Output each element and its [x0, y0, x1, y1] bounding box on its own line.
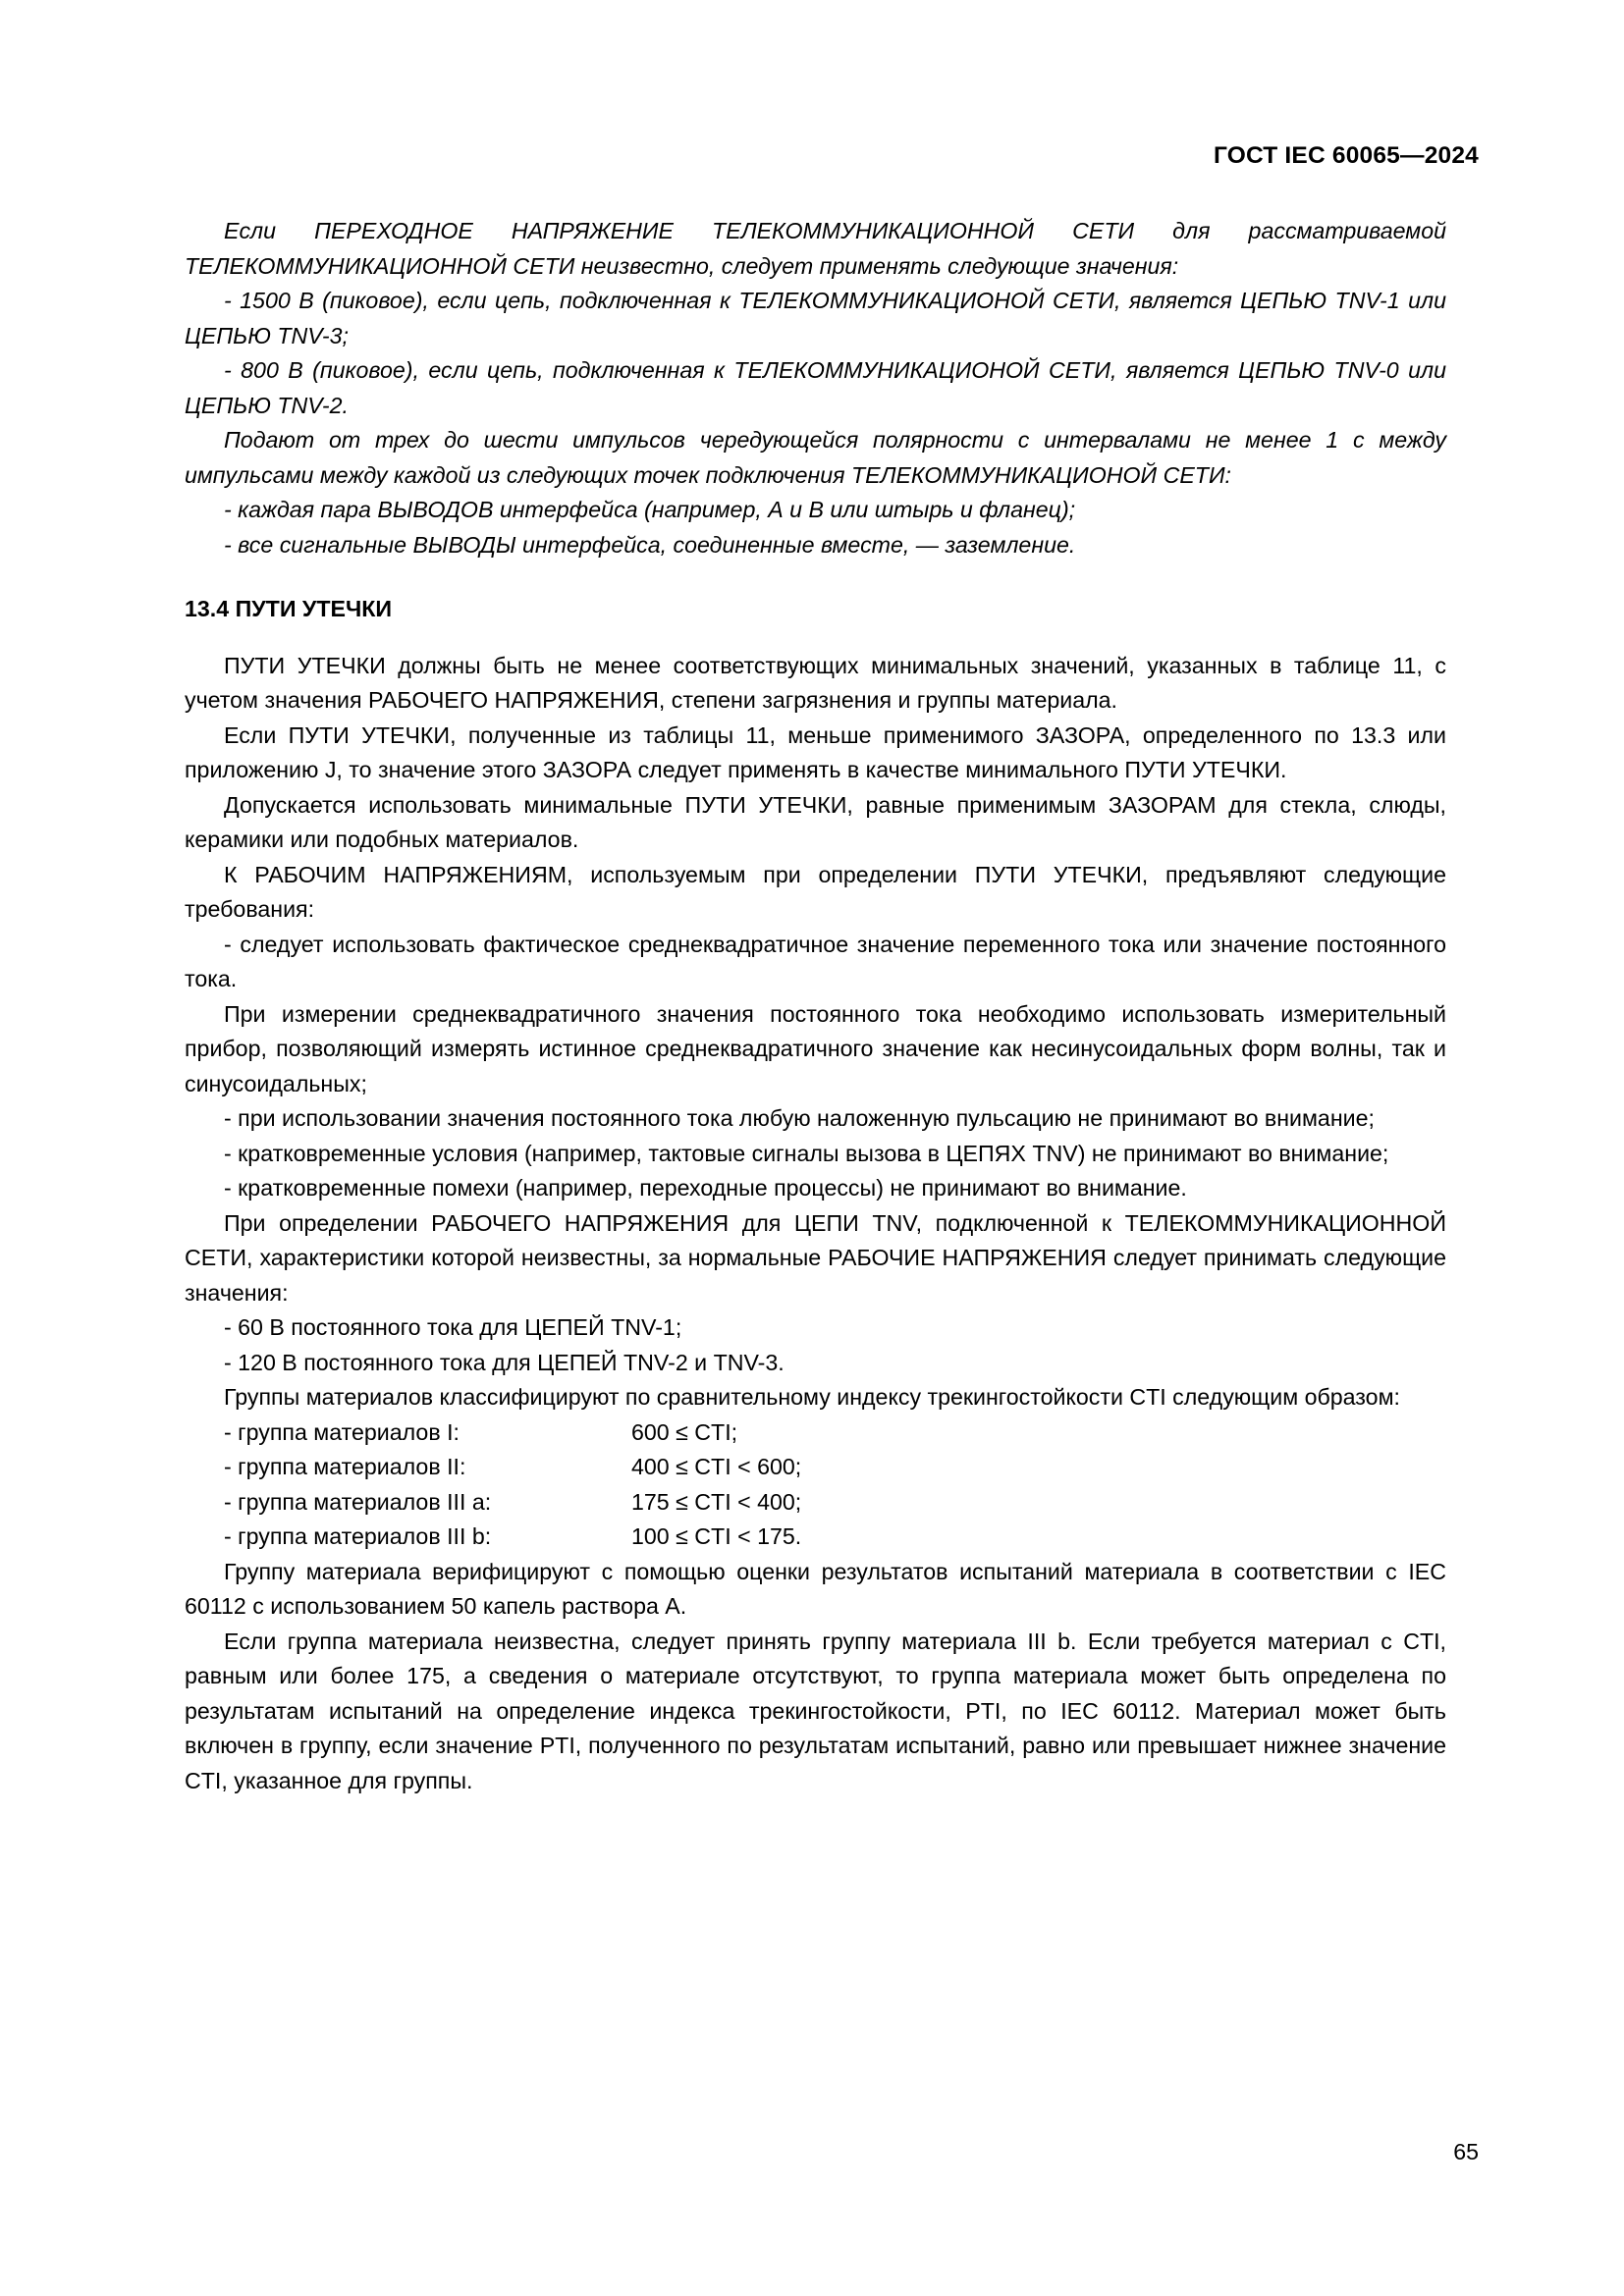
table-row: [185, 1415, 801, 1451]
material-group-label: - группа материалов II:: [224, 1454, 466, 1479]
paragraph-working-voltage-requirements: К РАБОЧИМ НАПРЯЖЕНИЯМ, используемым при определении ПУТИ УТЕЧКИ, предъявляют следующие требования:: [185, 861, 1446, 922]
paragraph-tnv1-value-item: - 60 В постоянного тока для ЦЕПЕЙ TNV-1;: [224, 1314, 682, 1340]
material-group-value: 175 ≤ CTI < 400;: [631, 1488, 802, 1515]
material-groups-table: [185, 1415, 801, 1555]
paragraph-tnv2-tnv3-value-item: - 120 В постоянного тока для ЦЕПЕЙ TNV-2 и TNV-3.: [224, 1349, 785, 1375]
paragraph-rms-value-item: - следует использовать фактическое среднеквадратичное значение переменного тока или значение постоянного тока.: [185, 931, 1446, 991]
page-number: 65: [1453, 2139, 1479, 2164]
material-groups-table-body: [185, 1415, 801, 1555]
material-group-label: - группа материалов I:: [224, 1418, 460, 1445]
paragraph-measurement-instrument: При измерении среднеквадратичного значения постоянного тока необходимо использовать измерительный прибор, позволяющий измерять истинное среднеквадратичного значение как несинусоидальных форм волны, так и синусоидальных;: [185, 1000, 1446, 1096]
paragraph-impulses: Подают от трех до шести импульсов чередующейся полярности с интервалами не менее 1 с между импульсами между каждой из следующих точек подключения ТЕЛЕКОММУНИКАЦИОНОЙ СЕТИ:: [185, 427, 1446, 488]
paragraph-800v-item: - 800 В (пиковое), если цепь, подключенная к ТЕЛЕКОММУНИКАЦИОНОЙ СЕТИ, является ЦЕПЬЮ TNV-0 или ЦЕПЬЮ TNV-2.: [185, 357, 1446, 418]
material-group-label: - группа материалов III b:: [224, 1523, 492, 1549]
paragraph-signal-terminals-item: - все сигнальные ВЫВОДЫ интерфейса, соединенные вместе, — заземление.: [224, 531, 1076, 558]
material-group-label: - группа материалов III a:: [224, 1488, 492, 1515]
spacer: [185, 562, 1446, 592]
page-header-standard-title: ГОСТ IEC 60065—2024: [1213, 142, 1479, 169]
paragraph-creepage-glass-mica: Допускается использовать минимальные ПУТИ УТЕЧКИ, равные применимым ЗАЗОРАМ для стекла, слюды, керамики или подобных материалов.: [185, 791, 1446, 852]
paragraph-creepage-min-values: ПУТИ УТЕЧКИ должны быть не менее соответствующих минимальных значений, указанных в таблице 11, с учетом значения РАБОЧЕГО НАПРЯЖЕНИЯ, степени загрязнения и группы материала.: [185, 652, 1446, 713]
table-row: [185, 1485, 801, 1521]
paragraph-unknown-material-group: Если группа материала неизвестна, следует принять группу материала III b. Если требуется материал с CTI, равным или более 175, а сведения о материале отсутствуют, то группа материала может быть определена по результатам испытаний на определение индекса трекингостойкости, PTI, по IEC 60112. Материал может быть включен в группу, если значение PTI, полученного по результатам испытаний, равно или превышает нижнее значение CTI, указанное для группы.: [185, 1628, 1446, 1793]
table-row: [185, 1520, 801, 1555]
paragraph-tnv-working-voltage: При определении РАБОЧЕГО НАПРЯЖЕНИЯ для ЦЕПИ TNV, подключенной к ТЕЛЕКОММУНИКАЦИОННОЙ СЕТИ, характеристики которой неизвестны, за нормальные РАБОЧИЕ НАПРЯЖЕНИЯ следует принимать следующие значения:: [185, 1209, 1446, 1306]
paragraph-material-groups-intro: Группы материалов классифицируют по сравнительному индексу трекингостойкости CTI следующим образом:: [224, 1384, 1400, 1410]
material-group-value: 400 ≤ CTI < 600;: [631, 1454, 802, 1479]
paragraph-transient-conditions-item: - кратковременные условия (например, тактовые сигналы вызова в ЦЕПЯХ TNV) не принимают во внимание;: [224, 1140, 1389, 1166]
paragraph-terminal-pair-item: - каждая пара ВЫВОДОВ интерфейса (например, А и В или штырь и фланец);: [224, 497, 1076, 522]
table-row: [185, 1450, 801, 1485]
spacer: [185, 627, 1446, 649]
material-group-value: 100 ≤ CTI < 175.: [631, 1523, 802, 1549]
paragraph-1500v-item: - 1500 В (пиковое), если цепь, подключенная к ТЕЛЕКОММУНИКАЦИОНОЙ СЕТИ, является ЦЕПЬЮ TNV-1 или ЦЕПЬЮ TNV-3;: [185, 288, 1446, 348]
paragraph-transient-disturbances-item: - кратковременные помехи (например, переходные процессы) не принимают во внимание.: [224, 1175, 1187, 1201]
material-group-value: 600 ≤ CTI;: [631, 1418, 738, 1445]
paragraph-creepage-vs-clearance: Если ПУТИ УТЕЧКИ, полученные из таблицы 11, меньше применимого ЗАЗОРА, определенного по 13.3 или приложению J, то значение этого ЗАЗОРА следует применять в качестве минимального ПУТИ УТЕЧКИ.: [185, 721, 1446, 782]
page-content: [185, 214, 1446, 1798]
paragraph-material-verification: Группу материала верифицируют с помощью оценки результатов испытаний материала в соответствии с IEC 60112 с использованием 50 капель раствора А.: [185, 1558, 1446, 1619]
paragraph-transient-voltage-intro: Если ПЕРЕХОДНОЕ НАПРЯЖЕНИЕ ТЕЛЕКОММУНИКАЦИОННОЙ СЕТИ для рассматриваемой ТЕЛЕКОММУНИКАЦИОННОЙ СЕТИ неизвестно, следует применять следующие значения:: [185, 218, 1446, 279]
paragraph-ripple-item: - при использовании значения постоянного тока любую наложенную пульсацию не принимают во внимание;: [224, 1105, 1375, 1131]
section-heading-13-4: 13.4 ПУТИ УТЕЧКИ: [185, 596, 393, 621]
